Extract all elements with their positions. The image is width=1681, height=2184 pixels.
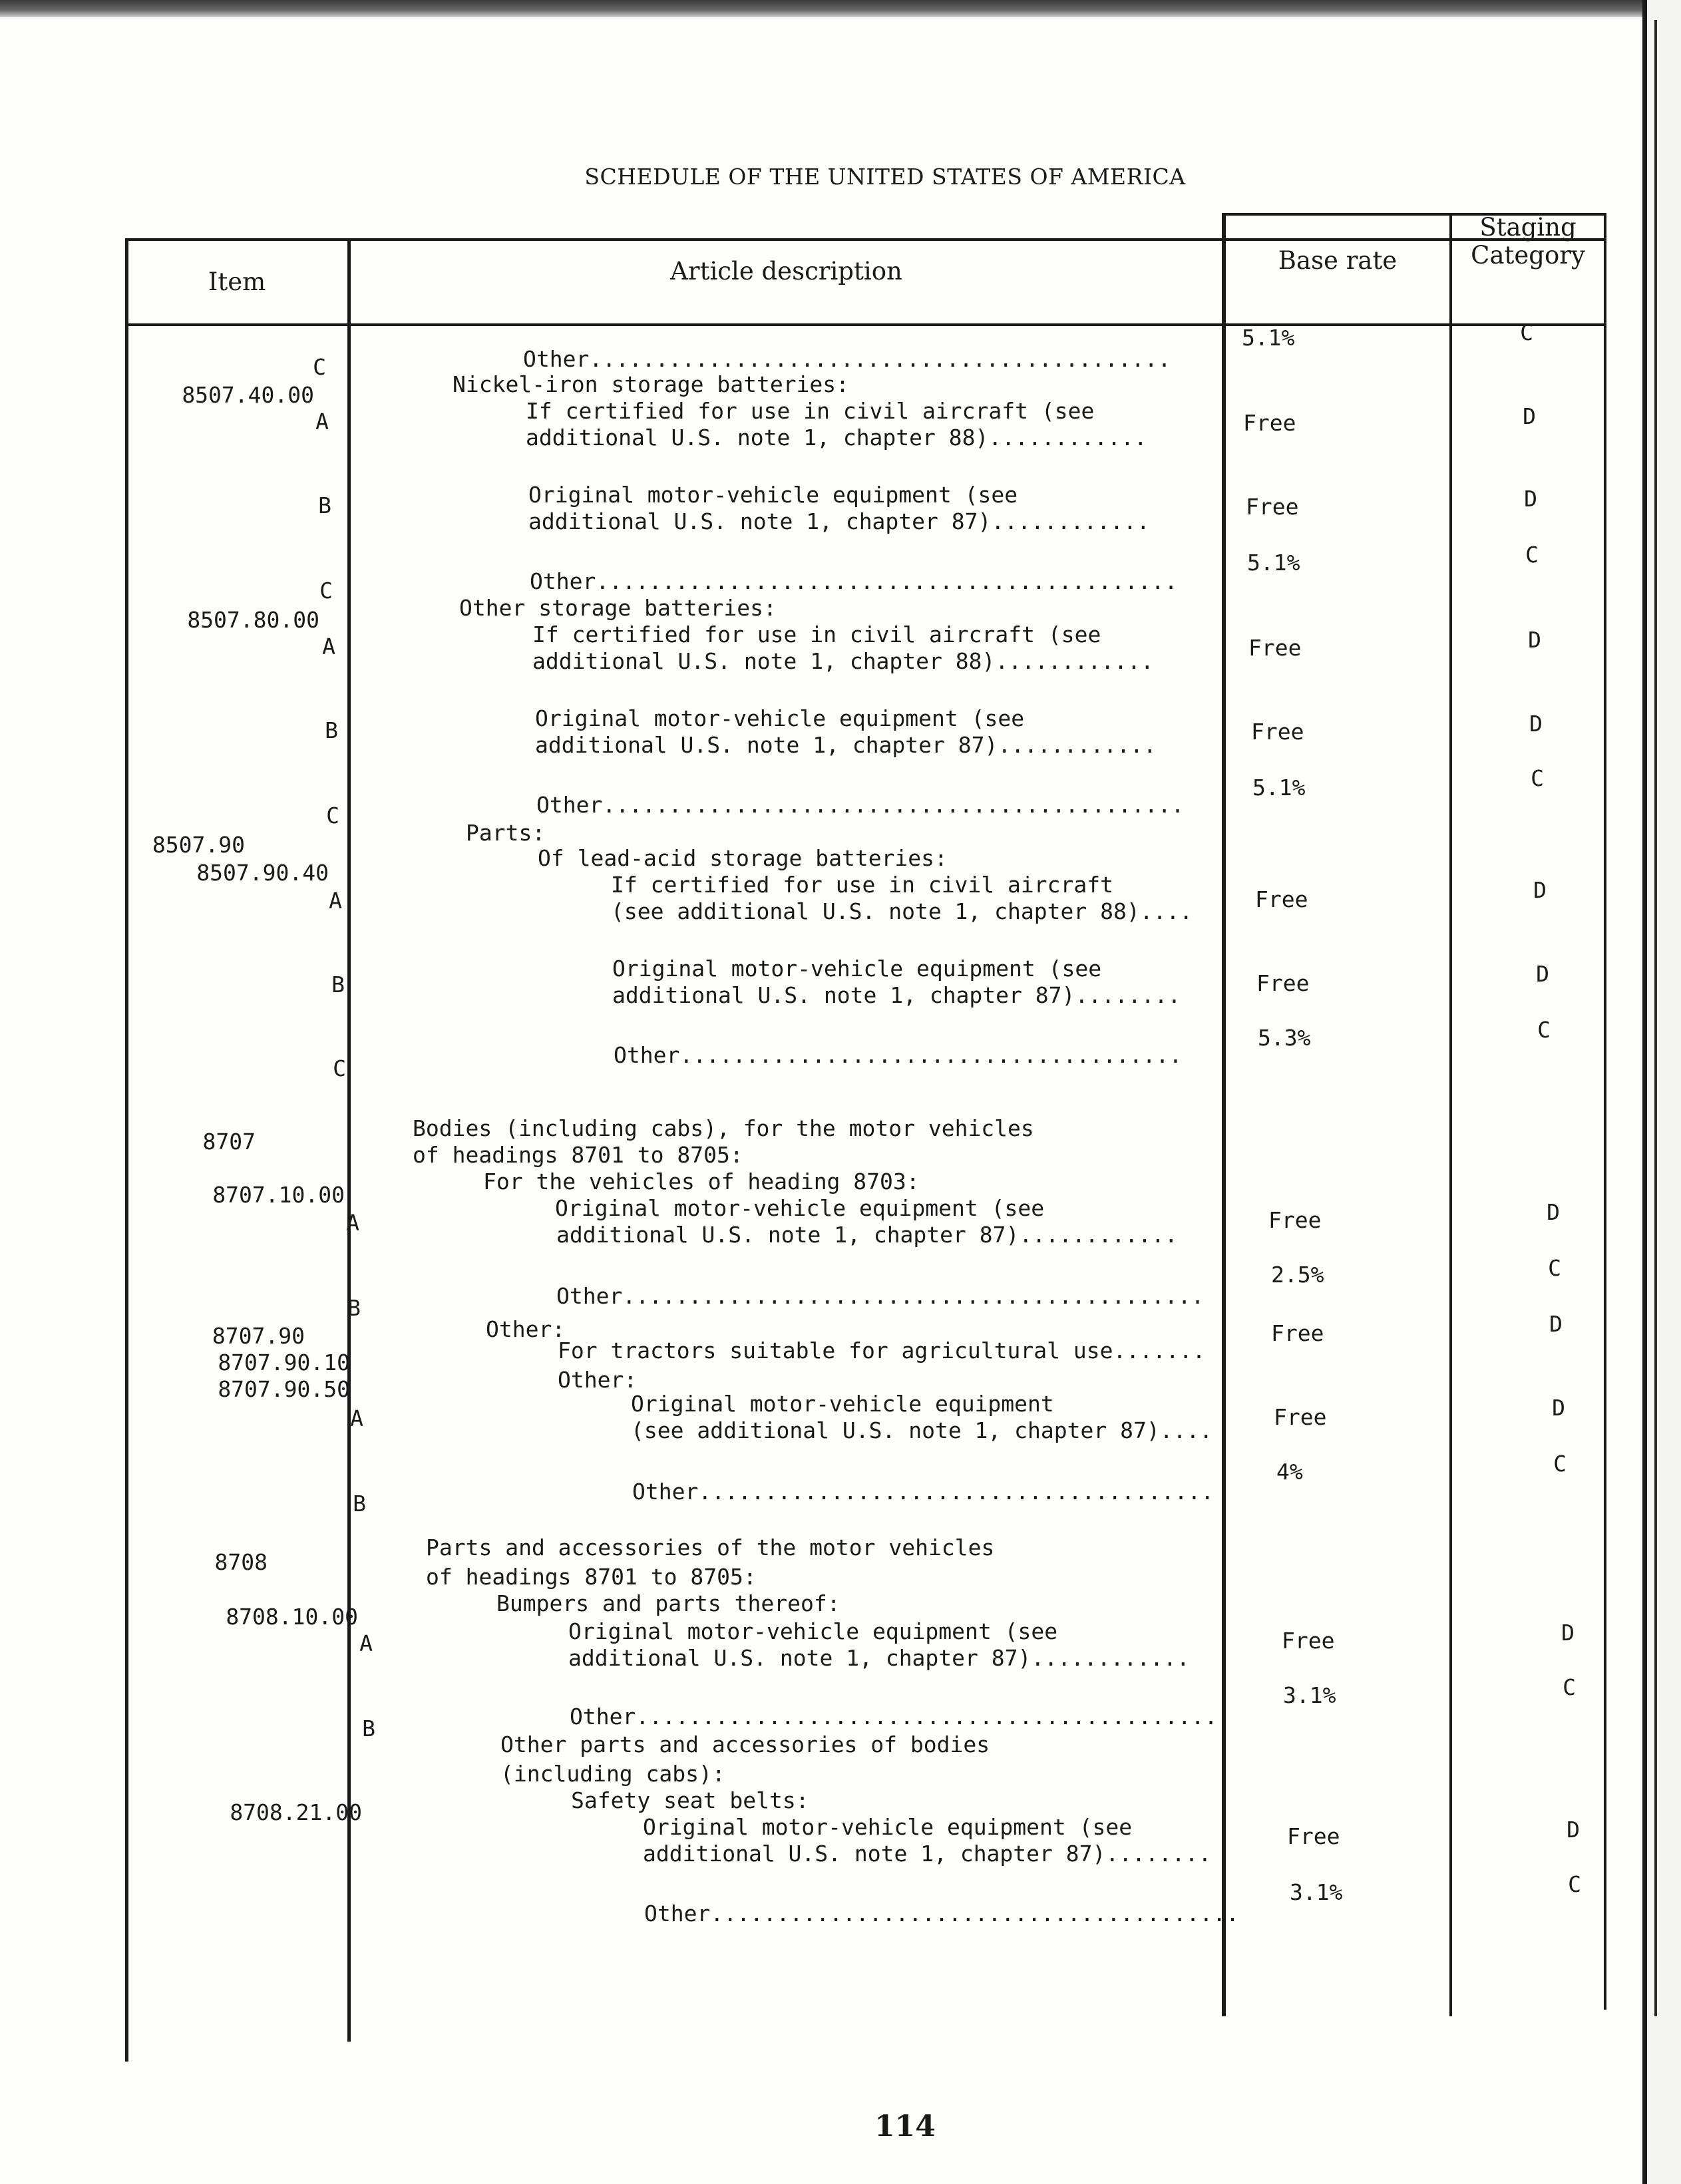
- staging-category-value: C: [1568, 1871, 1581, 1897]
- description-line: additional U.S. note 1, chapter 87)............: [535, 732, 1157, 758]
- base-rate-value: 5.1%: [1242, 325, 1295, 351]
- item-code: 8708: [214, 1549, 268, 1575]
- description-line: Of lead-acid storage batteries:: [538, 845, 948, 871]
- staging-category-value: D: [1533, 877, 1547, 903]
- description-line: If certified for use in civil aircraft: [611, 872, 1113, 898]
- base-rate-value: Free: [1287, 1823, 1340, 1849]
- description-line: Original motor-vehicle equipment (see: [643, 1814, 1133, 1840]
- description-line: If certified for use in civil aircraft (see: [526, 398, 1095, 424]
- description-line: If certified for use in civil aircraft (see: [532, 622, 1101, 647]
- description-line: additional U.S. note 1, chapter 87)........: [612, 982, 1181, 1008]
- item-code: 8707.10.00: [212, 1182, 345, 1208]
- item-code: 8707: [202, 1129, 256, 1155]
- column-header-description: Article description: [670, 257, 902, 285]
- subheading-letter: A: [346, 1210, 359, 1236]
- description-line: (see additional U.S. note 1, chapter 87)....: [631, 1417, 1213, 1443]
- description-line: Original motor-vehicle equipment (see: [535, 705, 1025, 731]
- staging-category-value: C: [1520, 319, 1533, 345]
- description-line: of headings 8701 to 8705:: [426, 1564, 757, 1590]
- staging-category-value: C: [1531, 765, 1544, 791]
- column-rule-description: [1222, 213, 1226, 2016]
- base-rate-value: Free: [1274, 1404, 1327, 1430]
- column-header-category: Category: [1471, 241, 1585, 270]
- description-line: For tractors suitable for agricultural use.......: [558, 1338, 1206, 1364]
- column-rule-item: [347, 238, 351, 2042]
- description-line: Parts:: [466, 820, 546, 846]
- base-rate-value: 5.1%: [1247, 550, 1300, 576]
- base-rate-value: Free: [1246, 494, 1299, 520]
- description-line: Other............................................: [570, 1704, 1218, 1729]
- column-header-staging: Staging: [1479, 213, 1577, 242]
- description-line: Parts and accessories of the motor vehicles: [426, 1535, 995, 1560]
- staging-category-value: D: [1528, 627, 1541, 653]
- base-rate-value: 3.1%: [1283, 1682, 1336, 1708]
- item-code: 8708.10.00: [226, 1604, 358, 1630]
- description-line: additional U.S. note 1, chapter 87)........: [643, 1841, 1212, 1867]
- item-code: 8507.90: [152, 832, 245, 858]
- base-rate-value: 5.3%: [1258, 1025, 1311, 1051]
- description-line: Other storage batteries:: [459, 595, 777, 621]
- staging-category-value: D: [1549, 1311, 1563, 1337]
- description-line: additional U.S. note 1, chapter 88)............: [526, 425, 1147, 451]
- description-line: additional U.S. note 1, chapter 88)............: [532, 648, 1154, 674]
- page-title: SCHEDULE OF THE UNITED STATES OF AMERICA: [584, 164, 1186, 190]
- description-line: Safety seat belts:: [571, 1787, 809, 1813]
- description-line: Original motor-vehicle equipment (see: [612, 956, 1102, 982]
- item-code: 8708.21.00: [230, 1799, 362, 1825]
- staging-category-value: C: [1548, 1255, 1561, 1281]
- description-line: additional U.S. note 1, chapter 87)............: [556, 1222, 1178, 1248]
- subheading-letter: A: [322, 634, 335, 659]
- subheading-letter: A: [315, 409, 329, 435]
- column-header-base-rate: Base rate: [1278, 246, 1398, 275]
- staging-category-value: D: [1552, 1395, 1565, 1421]
- subheading-letter: A: [329, 888, 342, 914]
- column-header-item: Item: [208, 268, 266, 296]
- staging-category-value: D: [1523, 403, 1536, 429]
- staging-category-value: C: [1537, 1017, 1551, 1043]
- subheading-letter: B: [331, 972, 345, 998]
- column-rule-right: [1604, 213, 1606, 2010]
- column-rule-rate: [1449, 213, 1452, 2016]
- item-code: 8507.80.00: [187, 607, 319, 633]
- description-line: Bodies (including cabs), for the motor vehicles: [413, 1115, 1034, 1141]
- description-line: Other......................................: [614, 1042, 1183, 1068]
- subheading-letter: C: [333, 1055, 346, 1081]
- description-line: Nickel-iron storage batteries:: [453, 371, 850, 397]
- item-code: 8707.90: [212, 1323, 305, 1349]
- staging-category-value: D: [1524, 486, 1537, 512]
- description-line: Original motor-vehicle equipment (see: [528, 482, 1018, 508]
- description-line: (including cabs):: [500, 1761, 725, 1787]
- subheading-letter: C: [319, 578, 333, 604]
- staging-category-value: D: [1529, 711, 1543, 737]
- base-rate-value: Free: [1255, 886, 1308, 912]
- subheading-letter: B: [325, 717, 338, 743]
- scan-edge-right: [1642, 0, 1681, 2184]
- subheading-letter: C: [313, 354, 326, 380]
- description-line: Other:: [486, 1316, 566, 1342]
- subheading-letter: B: [347, 1295, 361, 1321]
- base-rate-value: Free: [1282, 1628, 1335, 1654]
- description-line: Other............................................: [556, 1283, 1205, 1309]
- scan-binding-line: [1654, 20, 1657, 2016]
- page-number: 114: [874, 2109, 936, 2143]
- item-code: 8707.90.10: [218, 1350, 350, 1375]
- description-line: Original motor-vehicle equipment (see: [568, 1618, 1058, 1644]
- base-rate-value: Free: [1243, 410, 1296, 436]
- staging-category-value: C: [1525, 542, 1539, 568]
- subheading-letter: A: [350, 1405, 363, 1431]
- staging-category-value: C: [1563, 1674, 1576, 1700]
- base-rate-value: Free: [1271, 1320, 1324, 1346]
- item-code: 8507.40.00: [182, 382, 314, 408]
- scan-edge-top: [0, 0, 1681, 17]
- base-rate-value: 3.1%: [1290, 1879, 1343, 1905]
- base-rate-value: 2.5%: [1271, 1262, 1324, 1288]
- staging-category-value: D: [1567, 1817, 1580, 1843]
- subheading-letter: B: [353, 1491, 366, 1517]
- description-line: (see additional U.S. note 1, chapter 88)....: [611, 898, 1193, 924]
- subheading-letter: A: [359, 1630, 373, 1656]
- staging-category-value: D: [1536, 961, 1549, 987]
- description-line: Other.......................................: [632, 1479, 1214, 1505]
- description-line: Other parts and accessories of bodies: [500, 1731, 990, 1757]
- base-rate-value: Free: [1248, 635, 1302, 661]
- base-rate-value: Free: [1251, 719, 1304, 745]
- description-line: additional U.S. note 1, chapter 87)............: [528, 508, 1150, 534]
- staging-category-value: C: [1553, 1451, 1567, 1477]
- description-line: Other............................................: [530, 568, 1178, 594]
- staging-category-value: D: [1547, 1199, 1560, 1225]
- staging-category-value: D: [1561, 1620, 1575, 1646]
- subheading-letter: B: [362, 1716, 375, 1741]
- base-rate-value: Free: [1268, 1207, 1322, 1233]
- description-line: Original motor-vehicle equipment (see: [555, 1195, 1045, 1221]
- subheading-letter: C: [326, 803, 339, 828]
- description-line: Other............................................: [536, 792, 1185, 818]
- description-line: Other:: [558, 1367, 638, 1393]
- description-line: additional U.S. note 1, chapter 87)............: [568, 1645, 1190, 1671]
- description-line: of headings 8701 to 8705:: [413, 1142, 743, 1168]
- description-line: Other............................................: [523, 346, 1171, 372]
- base-rate-value: Free: [1256, 970, 1310, 996]
- subheading-letter: B: [318, 492, 331, 518]
- base-rate-value: 5.1%: [1252, 775, 1306, 801]
- item-code: 8707.90.50: [218, 1376, 350, 1402]
- description-line: For the vehicles of heading 8703:: [483, 1169, 920, 1194]
- description-line: Other........................................: [644, 1901, 1240, 1926]
- description-line: Original motor-vehicle equipment: [631, 1391, 1054, 1417]
- base-rate-value: 4%: [1276, 1459, 1303, 1485]
- description-line: Bumpers and parts thereof:: [496, 1590, 840, 1616]
- item-code: 8507.90.40: [196, 860, 329, 886]
